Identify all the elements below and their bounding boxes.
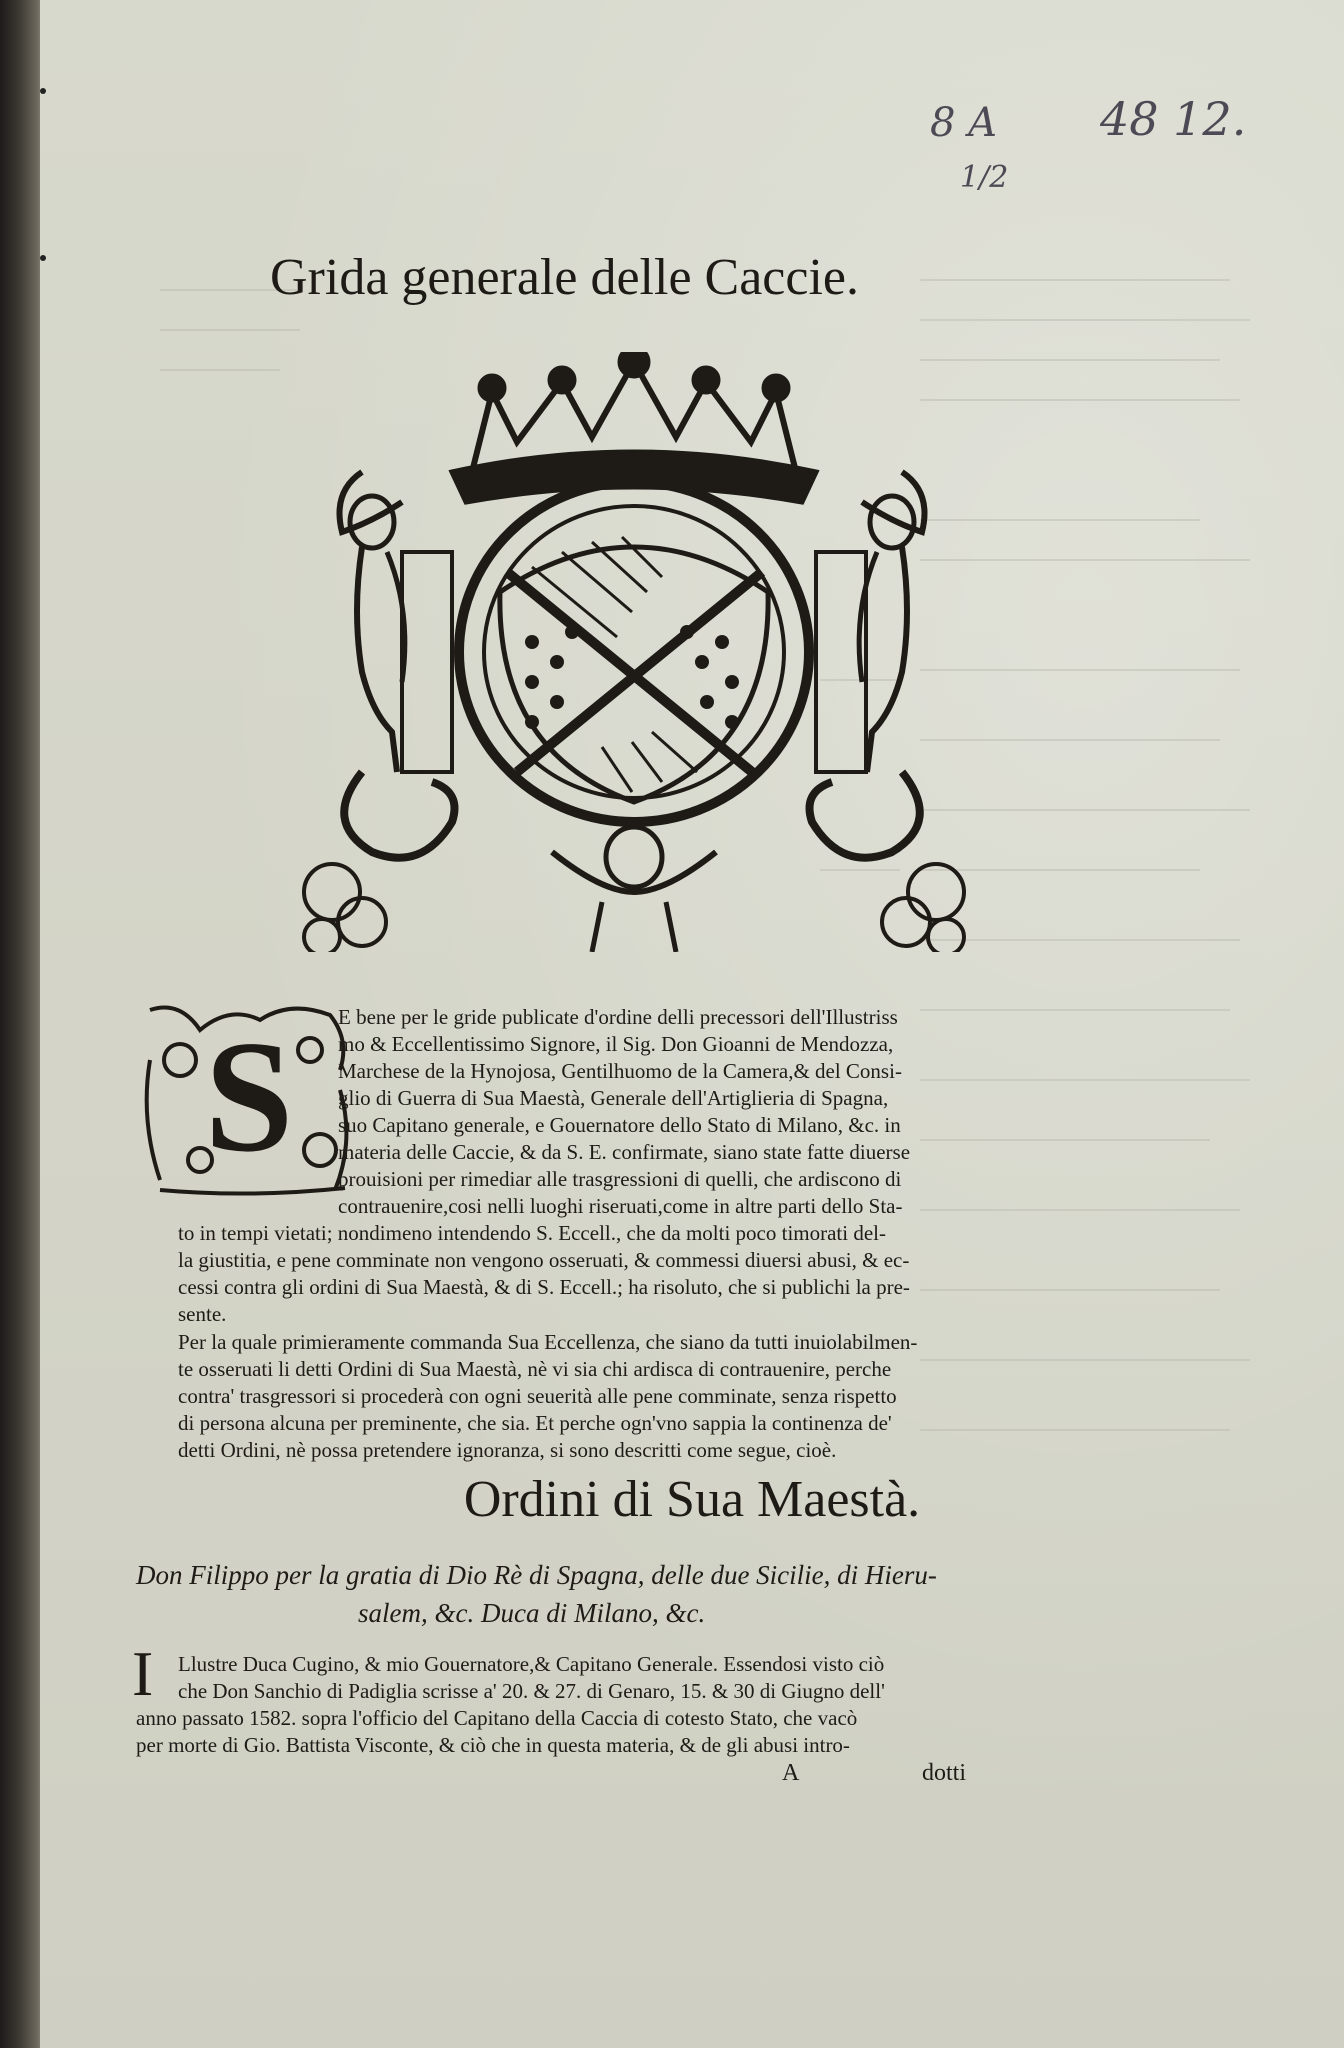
margin-dot bbox=[40, 255, 46, 261]
preamble-line: materia delle Caccie, & da S. E. confirmate, siano state fatte diuerse bbox=[338, 1140, 911, 1164]
preamble-line: to in tempi vietati; nondimeno intendendo S. Eccell., che da molti poco timorati del- bbox=[178, 1221, 887, 1245]
section-heading: Ordini di Sua Maestà. bbox=[463, 1471, 921, 1528]
preamble-line: suo Capitano generale, e Gouernatore dello Stato di Milano, &c. in bbox=[338, 1113, 901, 1137]
decorated-initial-s-icon bbox=[140, 1000, 358, 1198]
preamble-line: glio di Guerra di Sua Maestà, Generale dell'Artiglieria di Spagna, bbox=[338, 1086, 889, 1110]
folio-note: 48 12. bbox=[1100, 92, 1247, 146]
royal-title-line: Don Filippo per la gratia di Dio Rè di Spagna, delle due Sicilie, di Hieru- bbox=[136, 1560, 937, 1590]
letter-line: che Don Sanchio di Padiglia scrisse a' 20. & 27. di Genaro, 15. & 30 di Giugno dell' bbox=[178, 1679, 885, 1703]
shelfmark-note: 8 A bbox=[930, 100, 998, 146]
preamble-line: prouisioni per rimediar alle trasgressioni di quelli, che ardiscono di bbox=[338, 1167, 902, 1191]
letter-line: Llustre Duca Cugino, & mio Gouernatore,& Capitano Generale. Essendosi visto ciò bbox=[178, 1652, 885, 1676]
preamble-line: E bene per le gride publicate d'ordine delli precessori dell'Illustriss bbox=[338, 1005, 898, 1029]
command-line: detti Ordini, nè possa pretendere ignoranza, si sono descritti come segue, cioè. bbox=[178, 1438, 837, 1462]
margin-dot bbox=[40, 88, 46, 94]
letter-initial: I bbox=[132, 1638, 154, 1709]
command-line: di persona alcuna per preminente, che sia. Et perche ogn'vno sappia la continenza de' bbox=[178, 1411, 892, 1435]
preamble-line: contrauenire,cosi nelli luoghi riseruati,come in altre parti dello Sta- bbox=[338, 1194, 903, 1218]
royal-title-line: salem, &c. Duca di Milano, &c. bbox=[358, 1598, 706, 1628]
preamble-line: sente. bbox=[178, 1302, 227, 1326]
fraction-note: 1/2 bbox=[960, 160, 1009, 195]
catchword: dotti bbox=[922, 1760, 967, 1786]
page-title: Grida generale delle Caccie. bbox=[270, 249, 859, 306]
preamble-line: Marchese de la Hynojosa, Gentilhuomo de la Camera,& del Consi- bbox=[338, 1059, 902, 1083]
letter-line: per morte di Gio. Battista Visconte, & ciò che in questa materia, & de gli abusi intro- bbox=[136, 1733, 850, 1757]
preamble-line: mo & Eccellentissimo Signore, il Sig. Don Gioanni de Mendozza, bbox=[338, 1032, 894, 1056]
command-line: contra' trasgressori si procederà con ogni seuerità alle pene comminate, senza rispetto bbox=[178, 1384, 897, 1408]
command-line: Per la quale primieramente commanda Sua Eccellenza, che siano da tutti inuiolabilmen- bbox=[178, 1330, 918, 1354]
letter-line: anno passato 1582. sopra l'officio del Capitano della Caccia di cotesto Stato, che vacò bbox=[136, 1706, 858, 1730]
signature-mark: A bbox=[782, 1760, 800, 1786]
initial-letter: S bbox=[204, 1007, 294, 1185]
preamble-line: la giustitia, e pene comminate non vengono osseruati, & commessi diuersi abusi, & ec- bbox=[178, 1248, 910, 1272]
command-line: te osseruati li detti Ordini di Sua Maestà, nè vi sia chi ardisca di contrauenire, perche bbox=[178, 1357, 892, 1381]
page-sheet bbox=[40, 0, 1344, 2048]
preamble-line: cessi contra gli ordini di Sua Maestà, & di S. Eccell.; ha risoluto, che si publichi la pre- bbox=[178, 1275, 910, 1299]
coat-of-arms-woodcut-icon bbox=[302, 352, 966, 952]
